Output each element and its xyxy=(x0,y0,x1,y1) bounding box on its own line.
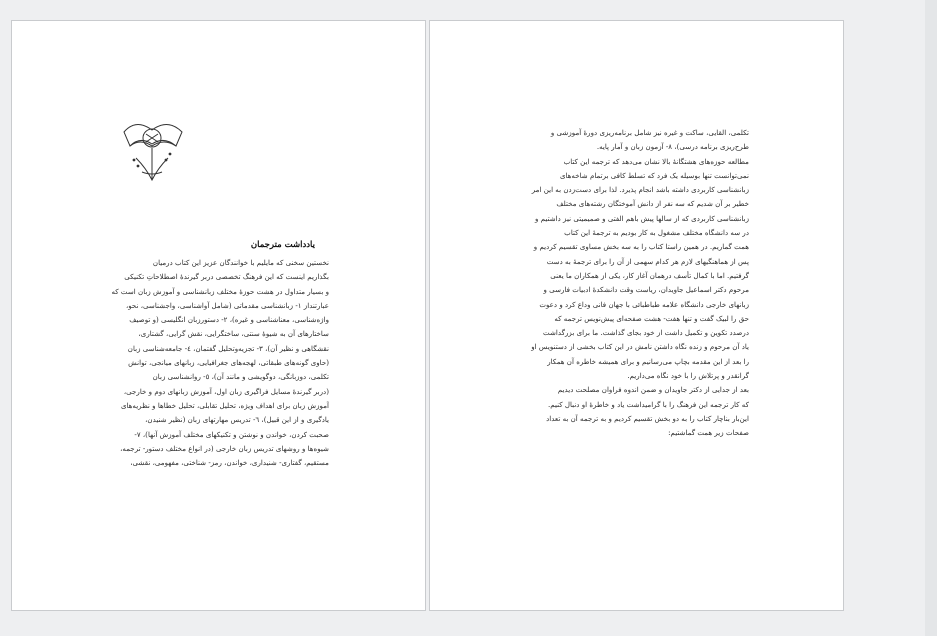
text-line: آموزش زبان برای اهداف ویژه، تحلیل تقابلی، تحلیل خطاها و نظریه‌های xyxy=(120,400,329,410)
text-line: تکلمی، دوزبانگی، دوگویشی و مانند آن)، ٥- روانشناسی زبان xyxy=(152,372,329,382)
page-left xyxy=(11,20,426,611)
text-line: صحبت کردن، خواندن و نوشتن و تکنیکهای مختلف آموزش آنها)، ۷- xyxy=(134,429,329,439)
text-line: یادگیری و از این قبیل)، ٦- تدریس مهارتهای زبان (نظیر شنیدن، xyxy=(145,415,329,425)
text-line: زبانشناسی کاربردی داشته باشد انجام پذیرد. لذا برای دست‌زدن به این امر xyxy=(531,185,749,195)
emblem-icon xyxy=(116,110,190,184)
text-line: در سه دانشگاه مختلف مشغول به کار بودیم به ترجمۀ این کتاب xyxy=(564,228,749,238)
text-line: یاد آن مرحوم و زنده نگاه داشتن نامش در این کتاب بخشی از دستنویس او xyxy=(531,342,749,352)
text-line: صفحات زیر همت گماشتیم: xyxy=(668,428,749,438)
text-line: ساختارهای آن به شیوۀ سنتی، ساختگرایی، نقش گرایی، گشتاری، xyxy=(138,329,329,339)
text-line: را بعد از این مقدمه بچاپ می‌رسانیم و برای همیشه خاطره آن همکار xyxy=(547,356,749,366)
text-line: گرفتیم. اما با کمال تأسف درهمان آغاز کار، یکی از همکاران ما یعنی xyxy=(550,270,749,280)
text-line: طرح‌ریزی برنامه درسی)، ۸- آزمون زبان و آمار پایه. xyxy=(596,142,749,152)
text-line: بگذاریم اینست که این فرهنگ تخصصی دربر گیرندۀ اصطلاحاتِ تکنیکی xyxy=(124,272,329,282)
text-line: و بسیار متداول در هشت حوزۀ مختلف زبانشناسی و آموزش زبان است که xyxy=(111,286,329,296)
text-line: همت گماریم. در همین راستا کتاب را به سه بخش مساوی تقسیم کردیم و xyxy=(533,242,749,252)
text-line: زبانهای خارجی دانشگاه علامه طباطبائی با جهان فانی وداع کرد و دعوت xyxy=(539,299,749,309)
right-page-text xyxy=(509,126,749,441)
scrollbar[interactable] xyxy=(925,0,937,636)
text-line: مرحوم دکتر اسماعیل جاویدان، ریاست وقت دانشکدۀ ادبیات فارسی و xyxy=(543,285,749,295)
text-line: شیوه‌ها و روشهای تدریس زبان خارجی (در انواع مختلف دستور- ترجمه، xyxy=(120,443,329,453)
text-line: گرانقدر و پرتلاش را با خود نگاه می‌داریم. xyxy=(627,371,749,381)
text-line: درصدد تکوین و تکمیل داشت از خود بجای گذاشت. ما برای بزرگداشت xyxy=(543,328,749,338)
text-line: خطیر بر آن شدیم که سه نفر از دانش آموختگان رشته‌های مختلف xyxy=(556,199,749,209)
text-line: حق را لبیک گفت و تنها هفت- هشت صفحه‌ای پیش‌نویس ترجمه که xyxy=(554,313,749,323)
text-line: واژه‌شناسی، معناشناسی و غیره)، ۲- دستورزبان انگلیسی (و توصیف xyxy=(129,315,329,325)
page-right xyxy=(429,20,844,611)
text-line: (دربر گیرندۀ مسایل فراگیری زبان اول، آموزش زبانهای دوم و خارجی، xyxy=(123,386,329,396)
text-line: عبارتنداز ۱- زبانشناسی مقدماتی (شامل آواشناسی، واجشناسی، نحو، xyxy=(125,300,329,310)
text-line: (حاوی گونه‌های طبقاتی، لهجه‌های جغرافیایی، زبانهای میانجی، توانش xyxy=(128,358,329,368)
text-line: پس از هماهنگیهای لازم هر کدام سهمی از آن را برای ترجمۀ به دست xyxy=(546,256,749,266)
text-line: که کار ترجمه این فرهنگ را با گرامیداشت یاد و خاطرۀ او دنبال کنیم. xyxy=(547,399,749,409)
text-line: نخستین سخنی که مایلیم با خوانندگان عزیز این کتاب درمیان xyxy=(152,258,329,267)
text-line: زبانشناسی کاربردی که از سالها پیش باهم الفتی و صمیمیتی نیز داشتیم و xyxy=(535,213,749,223)
text-line: تکلمی، القایی، ساکت و غیره نیز شامل برنامه‌ریزی دورۀ آموزشی و xyxy=(550,128,749,137)
text-line: این‌بار بناچار کتاب را به دو بخش تقسیم کردیم و به ترجمه آن به تعداد xyxy=(546,413,749,423)
text-line: نقشگاهی و نظیر آن)، ۳- تجزیه‌وتحلیل گفتمان، ٤- جامعه‌شناسی زبان xyxy=(127,343,329,353)
text-line: مستقیم، گفتاری- شنیداری، خواندن، رمز- شناختی، مفهومی، نقشی، xyxy=(130,458,329,468)
left-page-text xyxy=(109,256,329,470)
page-heading: یادداشت مترجمان xyxy=(250,240,315,250)
text-line: بعد از جدایی از دکتر جاویدان و ضمن اندوه فراوان مصلحت دیدیم xyxy=(557,385,749,395)
text-line: مطالعه حوزه‌های هشتگانۀ بالا نشان می‌دهد که ترجمه این کتاب xyxy=(563,156,749,166)
text-line: نمی‌توانست تنها بوسیله یک فرد که تسلط کافی برتمام شاخه‌های xyxy=(559,170,749,180)
